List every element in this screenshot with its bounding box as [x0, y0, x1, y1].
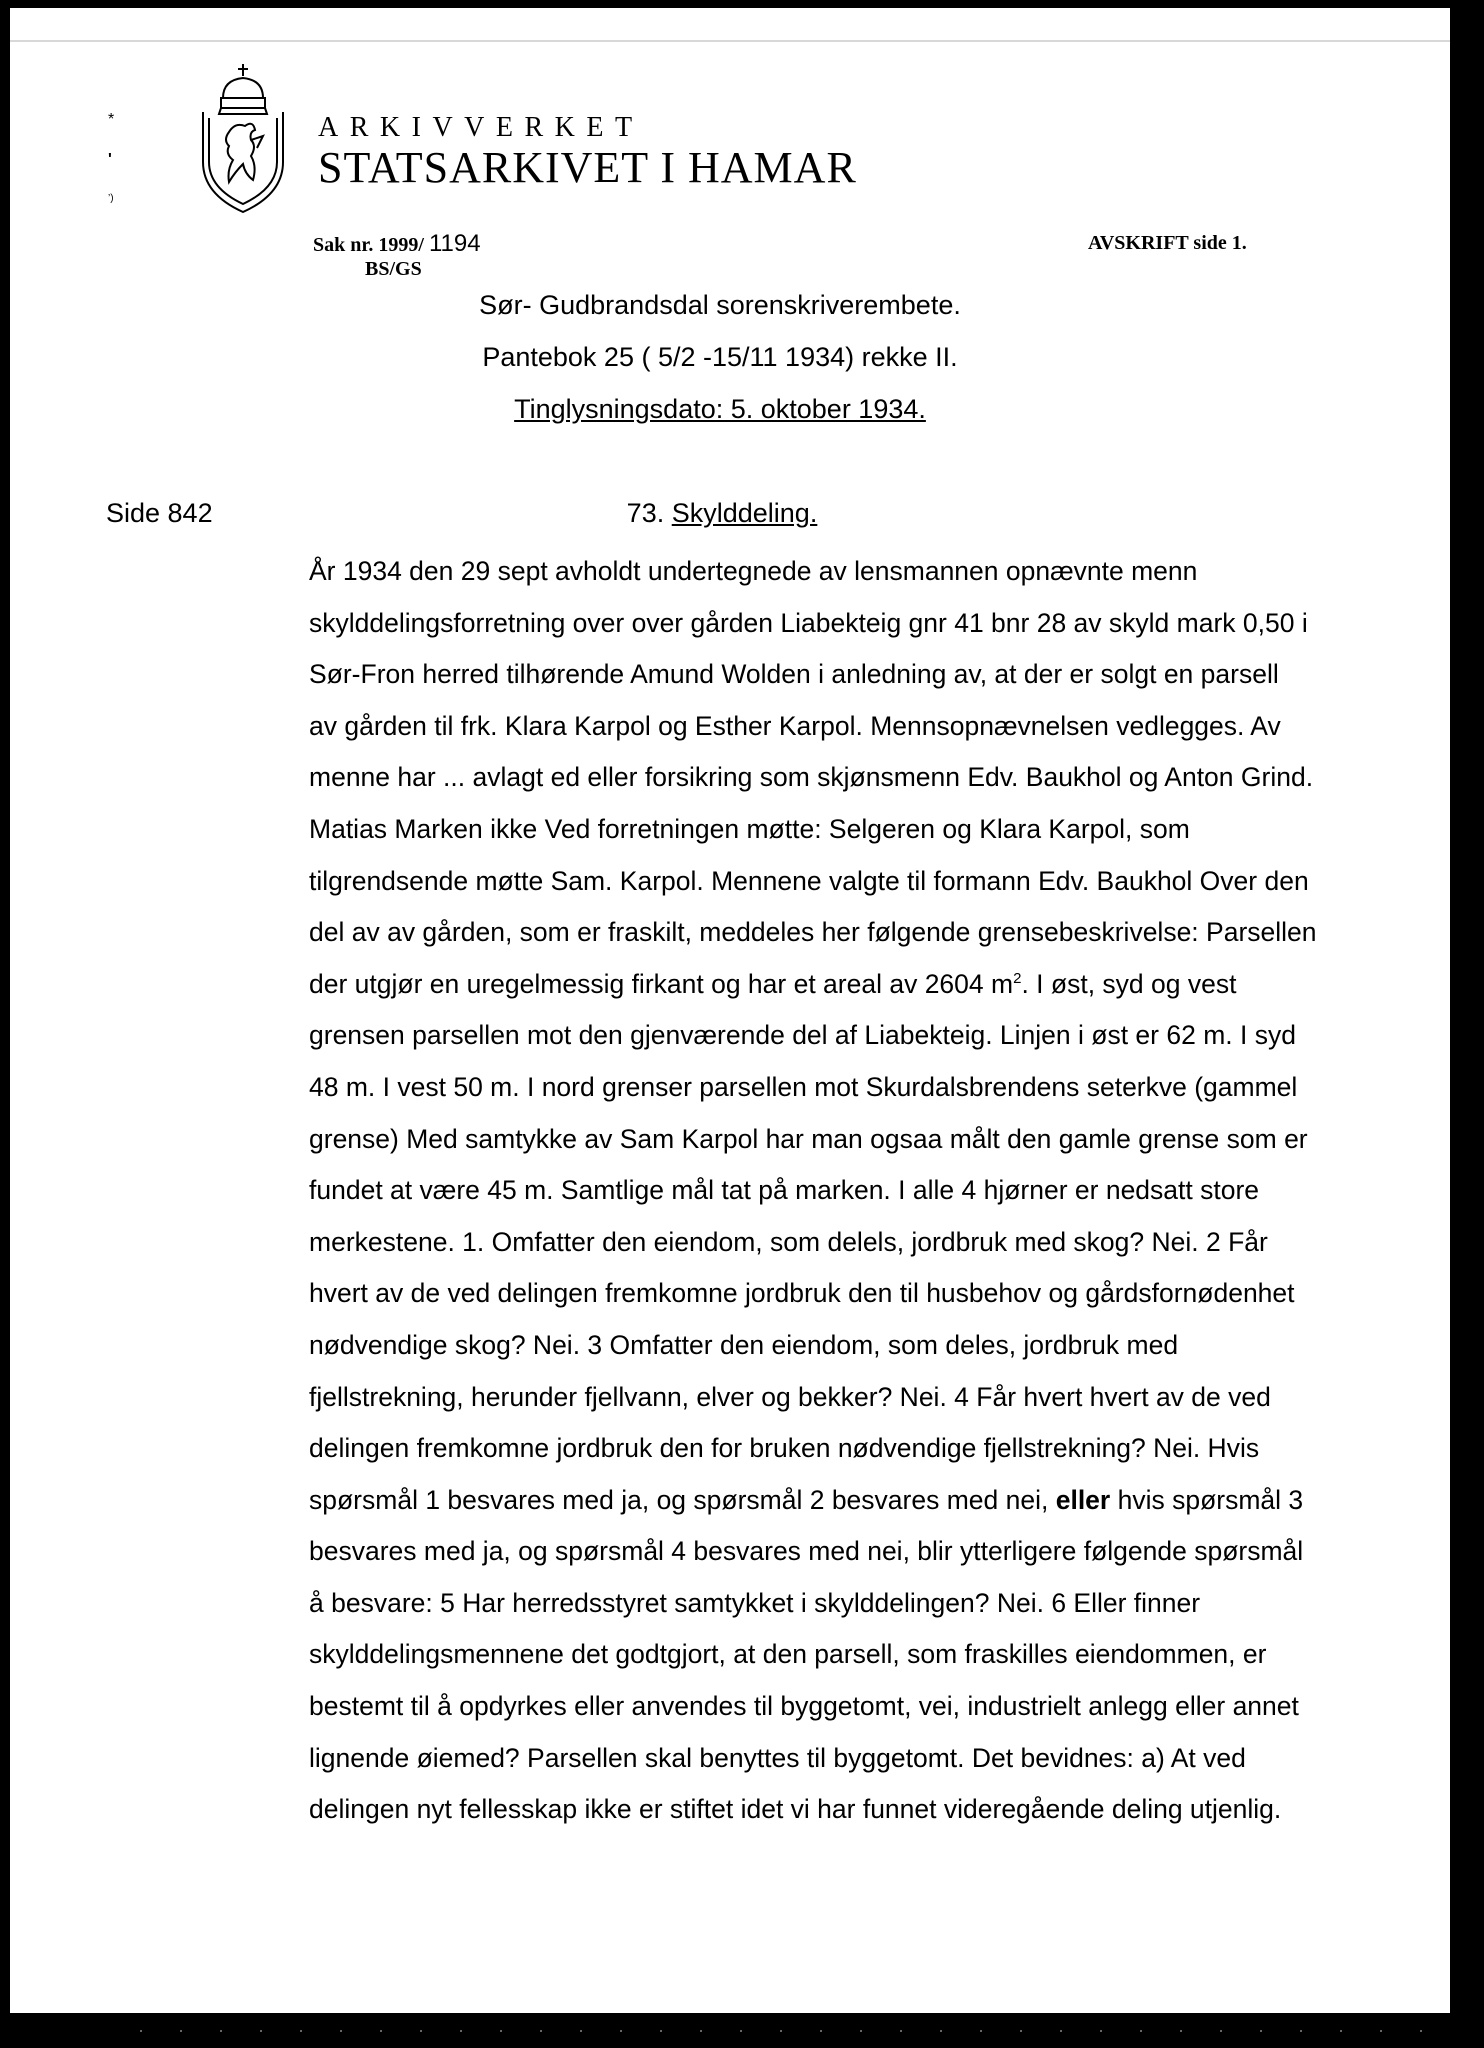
superscript: 2: [1013, 969, 1022, 987]
body-line-text: spørsmål 1 besvares med ja, og spørsmål 2 besvares med nei,: [309, 1484, 1056, 1515]
body-line: fjellstrekning, herunder fjellvann, elver og bekker? Nei. 4 Får hvert hvert av de ved: [309, 1381, 1271, 1412]
body-line: menne har ... avlagt ed eller forsikring som skjønsmenn Edv. Baukhol og Anton Grind.: [309, 762, 1314, 793]
book-reference: Pantebok 25 ( 5/2 -15/11 1934) rekke II.: [482, 342, 958, 372]
org-small-name: ARKIVVERKET: [318, 112, 644, 143]
body-line: hvert av de ved delingen fremkomne jordbruk den til husbehov og gårdsfornødenhet: [309, 1278, 1295, 1309]
body-line: [309, 959, 1369, 1011]
body-line: nødvendige skog? Nei. 3 Omfatter den eiendom, som deles, jordbruk med: [309, 1329, 1179, 1360]
bold-word: eller: [1055, 1484, 1111, 1515]
body-line-tail: . I øst, syd og vest: [1021, 968, 1237, 999]
registration-date-text: Tinglysningsdato: 5. oktober 1934.: [514, 394, 926, 424]
body-line: del av av gården, som er fraskilt, meddeles her følgende grensebeskrivelse: Parsellen: [309, 917, 1317, 948]
scan-top-line: [10, 40, 1450, 42]
body-line: bestemt til å opdyrkes eller anvendes til byggetomt, vei, industrielt anlegg eller annet: [309, 1691, 1299, 1722]
body-line: Matias Marken ikke Ved forretningen møtte: Selgeren og Klara Karpol, som: [309, 813, 1190, 844]
section-heading: [0, 498, 1484, 529]
body-line: besvares med ja, og spørsmål 4 besvares med nei, blir ytterligere følgende spørsmål: [309, 1536, 1304, 1567]
body-line-tail: hvis spørsmål 3: [1110, 1484, 1304, 1515]
document-body: [309, 546, 1369, 1836]
body-line: skylddelingsmennene det godtgjort, at den parsell, som fraskilles eiendommen, er: [309, 1639, 1267, 1670]
norwegian-coat-of-arms-icon: [195, 62, 295, 214]
body-line: [309, 1475, 1369, 1527]
body-line: 48 m. I vest 50 m. I nord grenser parsellen mot Skurdalsbrendens seterkve (gammel: [309, 1071, 1298, 1102]
body-line: lignende øiemed? Parsellen skal benyttes til byggetomt. Det bevidnes: a) At ved: [309, 1742, 1246, 1773]
case-label: Sak nr. 1999/: [313, 234, 424, 256]
body-line: tilgrendsende møtte Sam. Karpol. Mennene valgte til formann Edv. Baukhol Over den: [309, 865, 1309, 896]
page-reference: Side 842: [106, 498, 213, 528]
body-line: År 1934 den 29 sept avholdt undertegnede av lensmannen opnævnte menn: [309, 556, 1198, 586]
body-line: delingen nyt fellesskap ikke er stiftet idet vi har funnet videregående deling utjenlig.: [309, 1794, 1282, 1825]
body-line: av gården til frk. Klara Karpol og Esther Karpol. Mennsopnævnelsen vedlegges. Av: [309, 710, 1281, 741]
case-number: [313, 230, 481, 258]
registration-date: [0, 394, 1462, 425]
case-number-value: 1194: [428, 230, 481, 257]
office-name: Sør- Gudbrandsdal sorenskriverembete.: [479, 290, 961, 320]
body-line: fundet at være 45 m. Samtlige mål tat på marken. I alle 4 hjørner er nedsatt store: [309, 1175, 1260, 1206]
body-line: delingen fremkomne jordbruk den for bruken nødvendige fjellstrekning? Nei. Hvis: [309, 1433, 1260, 1464]
body-line: å besvare: 5 Har herredsstyret samtykket i skylddelingen? Nei. 6 Eller finner: [309, 1587, 1201, 1618]
margin-mark: ': [108, 151, 112, 168]
body-line: merkestene. 1. Omfatter den eiendom, som delels, jordbruk med skog? Nei. 2 Får: [309, 1226, 1268, 1257]
initials: BS/GS: [365, 258, 422, 280]
body-line: grense) Med samtykke av Sam Karpol har man ogsaa målt den gamle grense som er: [309, 1123, 1308, 1154]
margin-mark: ’): [108, 193, 114, 204]
org-big-name: STATSARKIVET I HAMAR: [318, 143, 857, 192]
body-line: skylddelingsforretning over over gården Liabekteig gnr 41 bnr 28 av skyld mark 0,50 i: [309, 607, 1308, 638]
margin-mark: *: [108, 111, 115, 128]
section-number: 73.: [626, 498, 665, 528]
section-title: Skylddeling.: [671, 498, 818, 528]
copy-label: AVSKRIFT side 1.: [1088, 232, 1247, 254]
body-line: grensen parsellen mot den gjenværende del af Liabekteig. Linjen i øst er 62 m. I syd: [309, 1020, 1296, 1051]
scan-bottom-dots: [140, 2030, 1440, 2032]
body-line-text: der utgjør en uregelmessig firkant og har et areal av 2604 m: [309, 968, 1014, 999]
margin-marks: [108, 112, 138, 222]
body-line: Sør-Fron herred tilhørende Amund Wolden i anledning av, at der er solgt en parsell: [309, 659, 1279, 690]
